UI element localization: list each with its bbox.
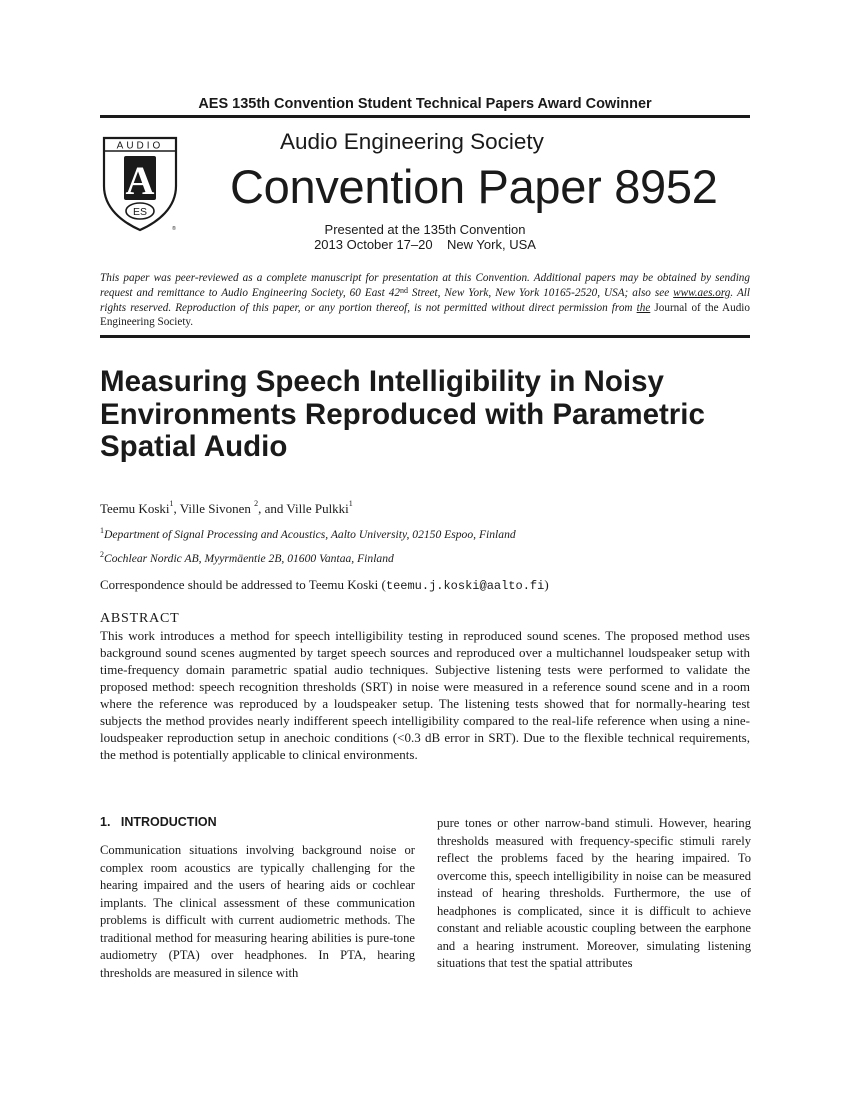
aes-logo [100,134,180,234]
author-name: , Ville Sivonen [173,501,255,516]
notice-part-3: . All rights reserved. Reproduction of this paper, or any portion thereof, is not permitted without direct permission from [100,286,750,314]
convention-paper-heading [230,159,718,215]
intro-right-column: pure tones or other narrow-band stimuli. However, hearing thresholds measured with frequency-specific stimuli rarely reflect the problems faced by the hearing impaired. To overcome this, speech intelligibility in noise can be measured instead of hearing thresholds. Furthermore, the use of headphones is complicated, since it is difficult to achieve constant and reliable acoustic coupling between the earphone and a hearing instrument. Moreover, simulating listening situations that test the spatial attributes [437,816,751,970]
title-line: Measuring Speech Intelligibility in Noisy [100,365,664,398]
correspondence-email[interactable]: teemu.j.koski@aalto.fi [385,579,545,593]
correspondence-close: ) [544,577,549,592]
title-line: Spatial Audio [100,430,288,463]
correspondence-text: Correspondence should be addressed to Teemu Koski ( [100,577,386,592]
title-line: Environments Reproduced with Parametric [100,397,705,431]
author-list [100,501,353,517]
registered-mark: ® [172,226,176,232]
logo-letter: A [125,158,155,203]
affiliation-text: Cochlear Nordic AB, Myyrmäentie 2B, 01600 Vantaa, Finland [104,552,394,565]
presented-line-1: Presented at the 135th Convention [324,222,526,237]
copyright-notice [100,271,750,330]
paper-label: Convention Paper [230,160,602,213]
abstract-heading: ABSTRACT [100,611,180,626]
affiliation-1 [100,528,516,541]
affiliation-2 [100,552,394,565]
paper-title [100,366,750,464]
correspondence [100,577,549,593]
header-rule-top [100,115,750,118]
award-banner: AES 135th Convention Student Technical Papers Award Cowinner [198,96,652,112]
section-heading: 1. INTRODUCTION [100,815,217,829]
society-name: Audio Engineering Society [280,129,544,154]
aes-website-link[interactable]: www.aes.org [673,286,731,299]
notice-part-1: This paper was peer-reviewed as a complete manuscript for presentation at this Convention. Additional papers may be obtained by sending request and remittance to Audio Engineering Society, 60 East 42 [100,272,750,299]
paper-number: 8952 [614,160,718,213]
author-name: , and Ville Pulkki [258,501,349,516]
abstract-body: This work introduces a method for speech intelligibility testing in reproduced sound scenes. The proposed method uses background sound scenes augmented by target speech sources and reproduced over a multichannel loudspeaker setup with time-frequency domain parametric spatial audio techniques. Subjective listening tests were performed to validate the proposed method: speech recognition thresholds (SRT) in noise were measured in a reference sound scene and in a room where the reference was reproduced by a loudspeaker setup. The listening tests showed that for normally-hearing test subjects the method provides nearly indifferent speech intelligibility compared to the real-life reference when using a nine-loudspeaker reproduction setup in anechoic conditions (<0.3 dB error in SRT). Due to the flexible technical requirements, the method is potentially applicable to clinical environments. [100,628,750,762]
affiliation-text: Department of Signal Processing and Acoustics, Aalto University, 02150 Espoo, Finland [104,528,516,541]
logo-bottom-text: ES [132,206,148,218]
author-affil-mark: 2 [254,499,259,508]
notice-part-2: Street, New York, New York 10165-2520, USA; also see [407,286,674,299]
affiliation-number: 1 [100,526,104,535]
author-name: Teemu Koski [100,501,170,516]
author-affil-mark: 1 [348,499,353,508]
affiliation-number: 2 [100,550,104,559]
intro-left-column: Communication situations involving background noise or complex room acoustics are typically challenging for the hearing impaired and the users of hearing aids or cochlear implants. The clinical assessment of these communication problems is difficult with current audiometric methods. The traditional method for measuring hearing abilities is pure-tone audiometry (PTA) over headphones. In PTA, hearing thresholds are measured in silence with [100,843,415,980]
header-rule-bottom [100,335,750,338]
logo-top-text: AUDIO [116,140,164,152]
notice-sup: nd [399,285,408,295]
author-affil-mark: 1 [169,499,174,508]
notice-the: the [636,301,651,314]
presented-line-2: 2013 October 17–20 New York, USA [314,237,536,252]
notice-journal: Journal of the Audio Engineering Society. [100,301,750,329]
